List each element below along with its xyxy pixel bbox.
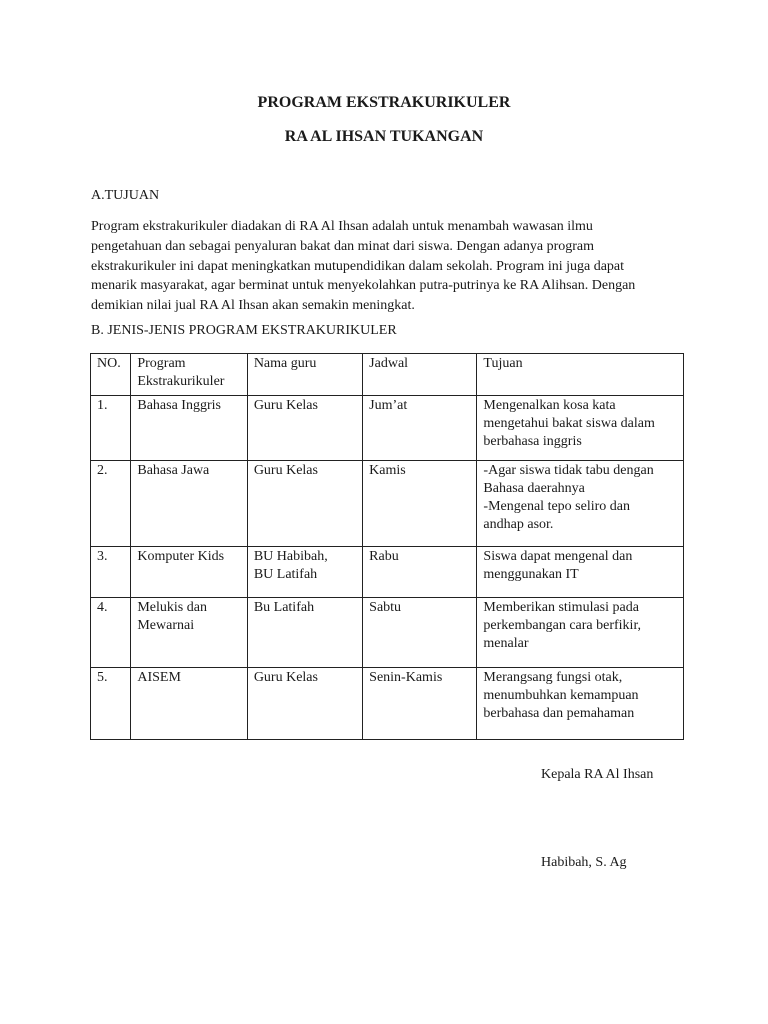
table-cell-guru bbox=[247, 461, 362, 547]
paragraph-line: ekstrakurikuler ini dapat meningkatkan mutupendidikan dalam sekolah. Program ini juga dapat bbox=[91, 258, 625, 274]
table-cell-jadwal bbox=[363, 396, 477, 461]
cell-text: Mengenalkan kosa kata bbox=[483, 398, 616, 413]
cell-text: perkembangan cara berfikir, bbox=[483, 618, 642, 633]
table-cell-program bbox=[131, 461, 247, 547]
cell-text: mengetahui bakat siswa dalam bbox=[483, 416, 655, 431]
cell-text: Senin-Kamis bbox=[369, 670, 443, 685]
table-cell-guru bbox=[247, 396, 362, 461]
cell-text: AISEM bbox=[137, 670, 181, 685]
table-cell-tujuan bbox=[477, 354, 684, 396]
cell-text: 4. bbox=[97, 600, 108, 615]
table-cell-guru bbox=[247, 547, 362, 598]
table-cell-tujuan bbox=[477, 598, 684, 668]
table-cell-tujuan bbox=[477, 396, 684, 461]
cell-text: -Agar siswa tidak tabu dengan bbox=[483, 463, 654, 478]
table-cell-tujuan bbox=[477, 668, 684, 740]
table-row bbox=[91, 396, 684, 461]
table-cell-jadwal bbox=[363, 354, 477, 396]
table-cell-program bbox=[131, 598, 247, 668]
cell-text: Memberikan stimulasi pada bbox=[483, 600, 639, 615]
cell-text: Rabu bbox=[369, 549, 399, 564]
cell-text: Guru Kelas bbox=[253, 398, 318, 413]
cell-text: 5. bbox=[97, 670, 108, 685]
cell-text: Merangsang fungsi otak, bbox=[483, 670, 623, 685]
paragraph-line: Program ekstrakurikuler diadakan di RA Al Ihsan adalah untuk menambah wawasan ilmu bbox=[91, 219, 593, 234]
cell-text: Sabtu bbox=[369, 600, 402, 615]
cell-text: Bahasa daerahnya bbox=[483, 481, 585, 496]
cell-text: 2. bbox=[97, 463, 108, 478]
document-title: PROGRAM EKSTRAKURIKULER bbox=[257, 94, 511, 111]
cell-text: Tujuan bbox=[483, 356, 523, 371]
cell-text: Melukis dan bbox=[137, 600, 207, 615]
cell-text: Jum’at bbox=[369, 398, 408, 413]
table-cell-program bbox=[131, 547, 247, 598]
cell-text: Guru Kelas bbox=[253, 463, 318, 478]
table-cell-no bbox=[91, 598, 131, 668]
paragraph-line: demikian nilai jual RA Al Ihsan akan semakin meningkat. bbox=[91, 298, 415, 314]
cell-text: menumbuhkan kemampuan bbox=[483, 688, 639, 703]
table-cell-tujuan bbox=[477, 547, 684, 598]
table-cell-no bbox=[91, 396, 131, 461]
table-cell-no bbox=[91, 354, 131, 396]
table-cell-jadwal bbox=[363, 461, 477, 547]
table-cell-program bbox=[131, 354, 247, 396]
table-cell-tujuan bbox=[477, 461, 684, 547]
cell-text: Bu Latifah bbox=[253, 600, 315, 615]
program-table bbox=[90, 353, 684, 740]
cell-text: Program bbox=[137, 356, 186, 371]
table-row bbox=[91, 461, 684, 547]
cell-text: berbahasa inggris bbox=[483, 434, 582, 449]
cell-text: Jadwal bbox=[369, 356, 409, 371]
table-row bbox=[91, 547, 684, 598]
cell-text: Bahasa Jawa bbox=[137, 463, 210, 478]
section-a-paragraph bbox=[91, 217, 691, 316]
section-a-heading: A.TUJUAN bbox=[91, 188, 160, 203]
table-cell-no bbox=[91, 461, 131, 547]
cell-text: Bahasa Inggris bbox=[137, 398, 221, 413]
cell-text: Guru Kelas bbox=[253, 670, 318, 685]
table-cell-program bbox=[131, 396, 247, 461]
signature-name: Habibah, S. Ag bbox=[541, 855, 627, 870]
cell-text: menggunakan IT bbox=[483, 567, 579, 582]
table-cell-jadwal bbox=[363, 547, 477, 598]
cell-text: menalar bbox=[483, 636, 529, 651]
cell-text: -Mengenal tepo seliro dan bbox=[483, 499, 630, 514]
cell-text: BU Latifah bbox=[253, 567, 318, 582]
section-b-heading: B. JENIS-JENIS PROGRAM EKSTRAKURIKULER bbox=[91, 323, 397, 338]
cell-text: Ekstrakurikuler bbox=[137, 374, 225, 389]
table-cell-no bbox=[91, 668, 131, 740]
cell-text: andhap asor. bbox=[483, 517, 554, 532]
cell-text: BU Habibah, bbox=[253, 549, 328, 564]
table-header-row bbox=[91, 354, 684, 396]
table-row bbox=[91, 598, 684, 668]
cell-text: berbahasa dan pemahaman bbox=[483, 706, 635, 721]
cell-text: 1. bbox=[97, 398, 108, 413]
table-cell-program bbox=[131, 668, 247, 740]
table-cell-jadwal bbox=[363, 598, 477, 668]
paragraph-line: pengetahuan dan sebagai penyaluran bakat dan minat dari siswa. Dengan adanya program bbox=[91, 238, 595, 254]
table-cell-guru bbox=[247, 668, 362, 740]
paragraph-line: menarik masyarakat, agar berminat untuk menyekolahkan putra-putrinya ke RA Alihsan. Dengan bbox=[91, 278, 636, 294]
table-cell-guru bbox=[247, 354, 362, 396]
cell-text: NO. bbox=[97, 356, 121, 371]
cell-text: 3. bbox=[97, 549, 108, 564]
cell-text: Mewarnai bbox=[137, 618, 195, 633]
cell-text: Komputer Kids bbox=[137, 549, 225, 564]
cell-text: Kamis bbox=[369, 463, 406, 478]
table-cell-guru bbox=[247, 598, 362, 668]
table-cell-no bbox=[91, 547, 131, 598]
table-cell-jadwal bbox=[363, 668, 477, 740]
cell-text: Siswa dapat mengenal dan bbox=[483, 549, 633, 564]
cell-text: Nama guru bbox=[253, 356, 317, 371]
signature-title: Kepala RA Al Ihsan bbox=[541, 767, 654, 782]
document-subtitle: RA AL IHSAN TUKANGAN bbox=[284, 128, 484, 145]
table-row bbox=[91, 668, 684, 740]
